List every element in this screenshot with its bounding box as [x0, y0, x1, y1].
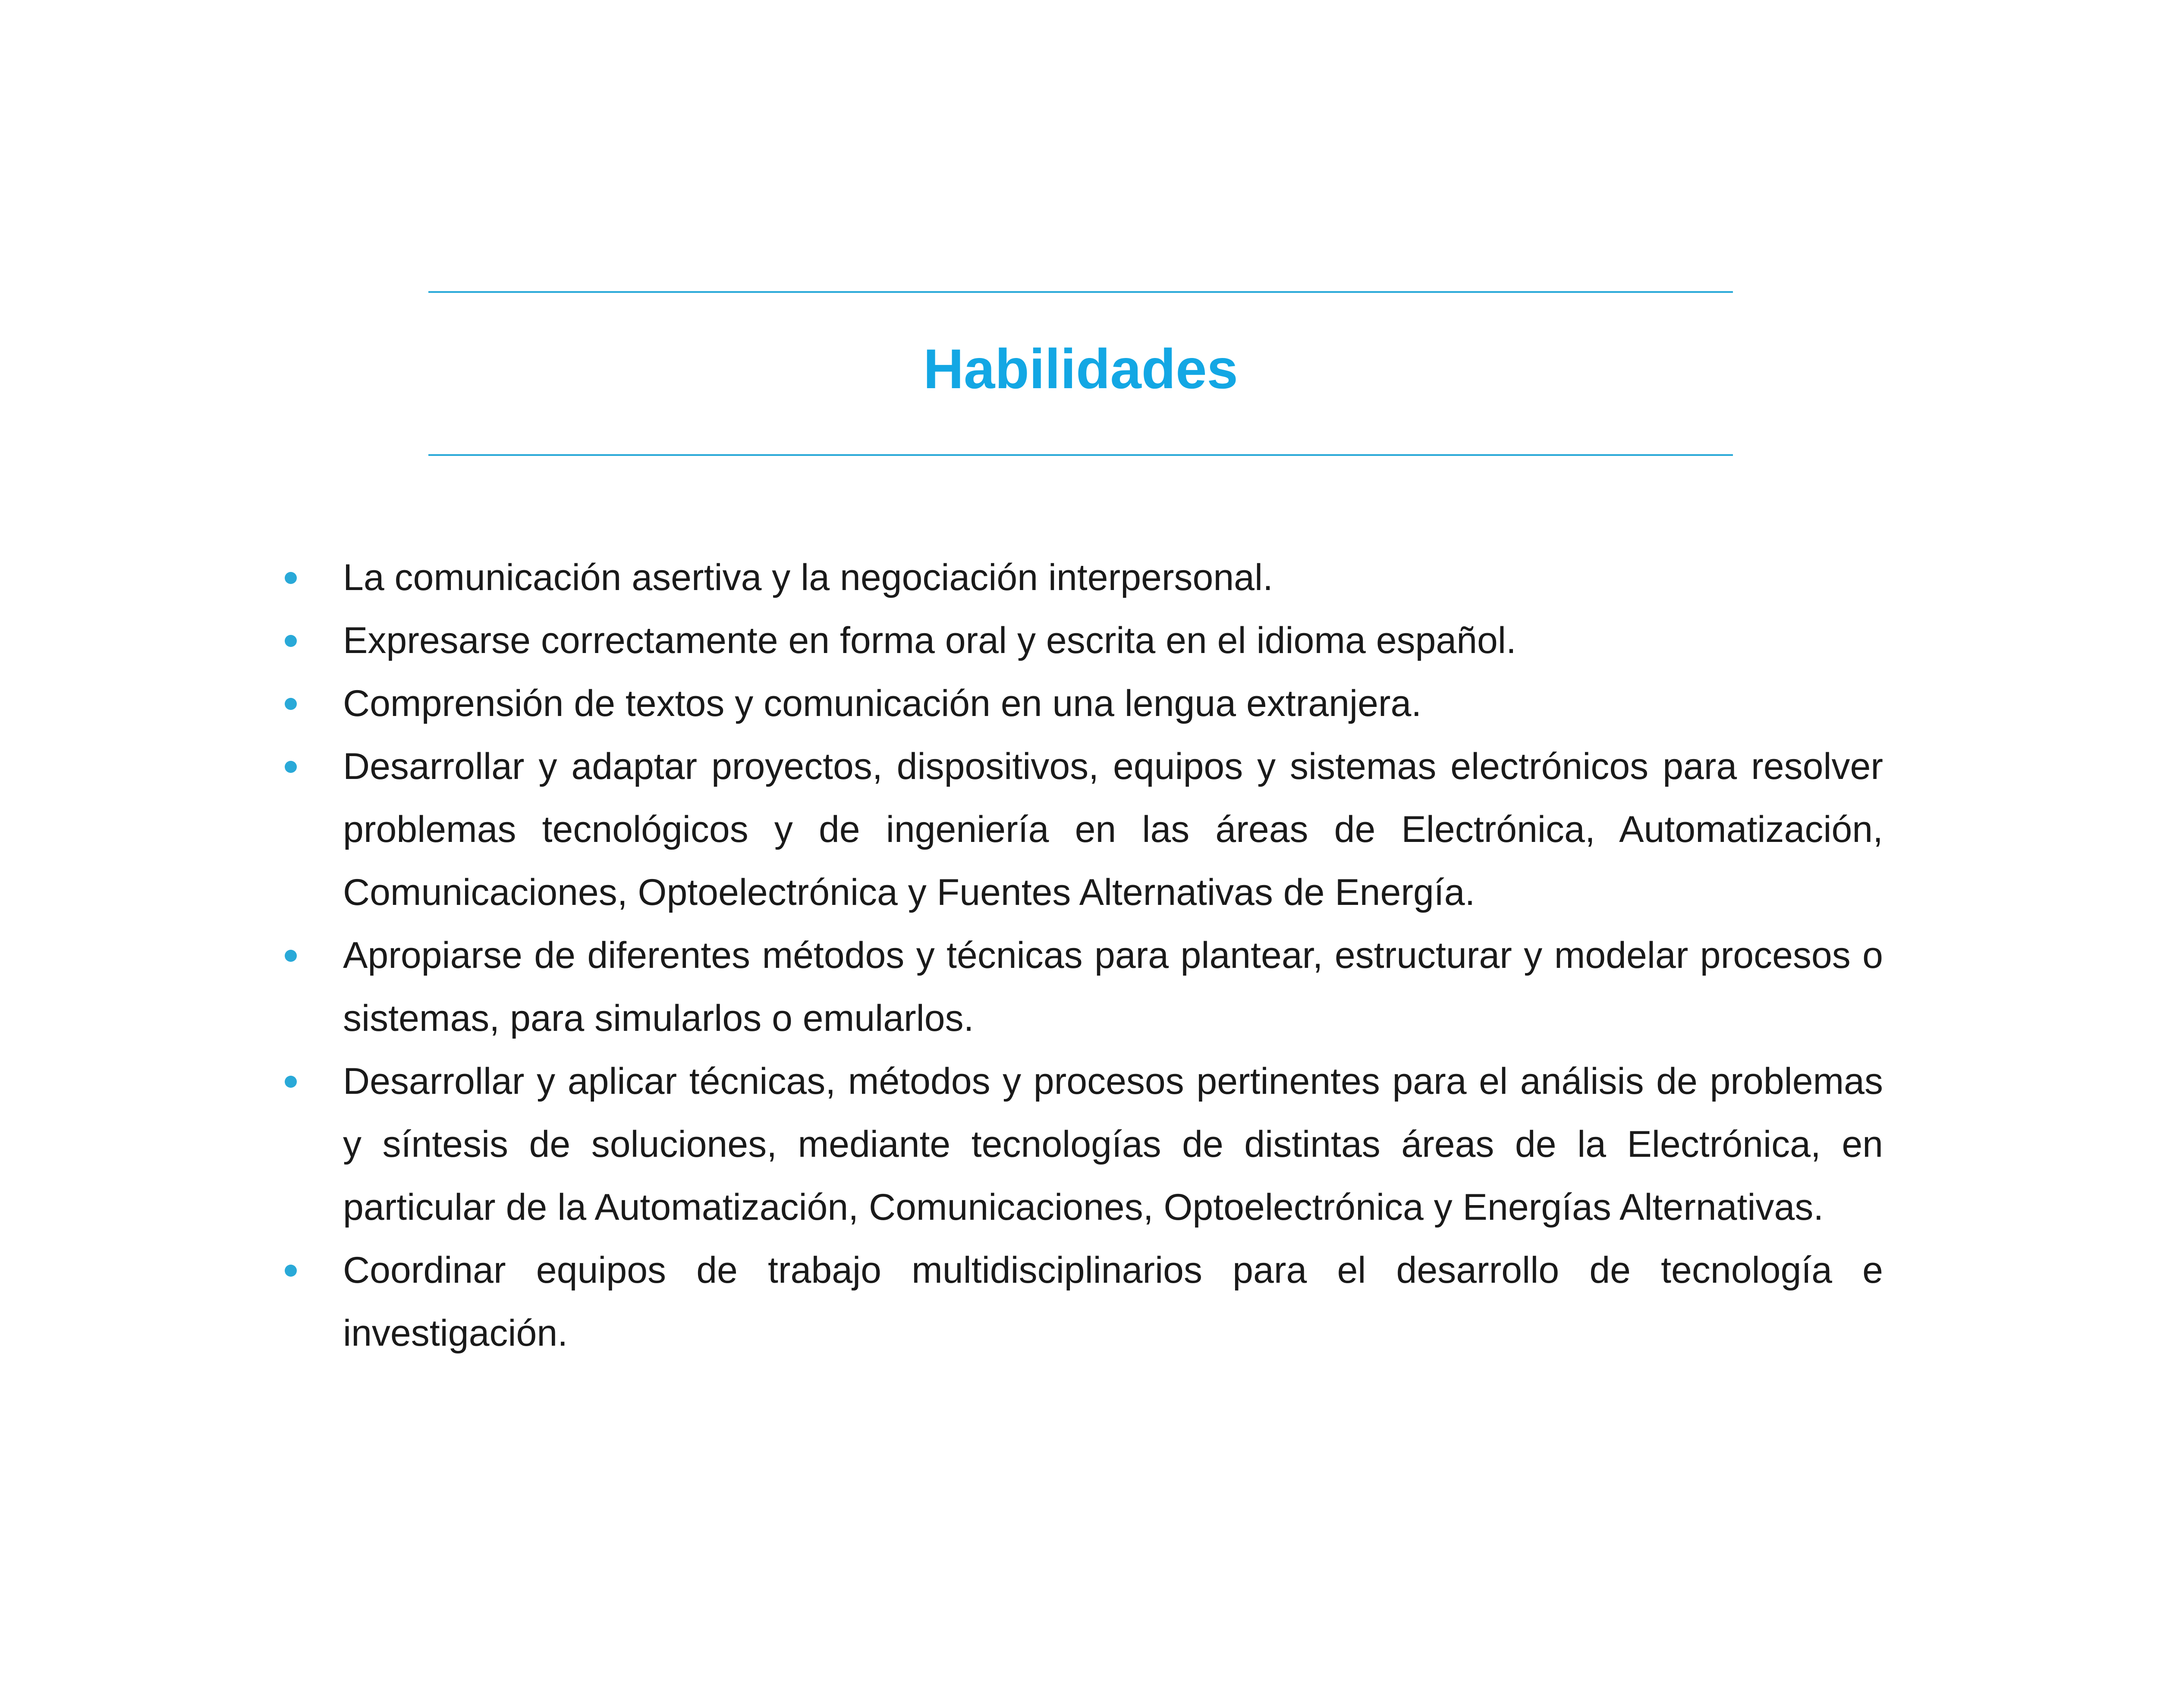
skill-text: La comunicación asertiva y la negociación interpersonal.: [343, 557, 1273, 598]
bullet-dot-icon: [285, 635, 297, 647]
section-title: Habilidades: [923, 337, 1238, 400]
bullet-dot-icon: [285, 1265, 297, 1277]
skill-item: [343, 546, 1883, 609]
bullet-dot-icon: [285, 1076, 297, 1088]
bullet-dot-icon: [285, 698, 297, 710]
skill-text: Comprensión de textos y comunicación en una lengua extranjera.: [343, 683, 1422, 724]
bullet-dot-icon: [285, 761, 297, 773]
top-divider: [428, 291, 1733, 293]
skill-item: [343, 735, 1883, 924]
skills-list: [343, 546, 1883, 1365]
bullet-dot-icon: [285, 950, 297, 962]
skill-text: Coordinar equipos de trabajo multidisciplinarios para el desarrollo de tecnología e investigación.: [343, 1250, 1883, 1354]
skill-item: [343, 1239, 1883, 1365]
skill-text: Desarrollar y aplicar técnicas, métodos y procesos pertinentes para el análisis de problemas y síntesis de soluciones, mediante tecnologías de distintas áreas de la Electrónica, en particular de la Automatización, Comunicaciones, Optoelectrónica y Energías Alternativas.: [343, 1061, 1883, 1228]
skill-text: Expresarse correctamente en forma oral y escrita en el idioma español.: [343, 620, 1516, 661]
skill-text: Desarrollar y adaptar proyectos, dispositivos, equipos y sistemas electrónicos para resolver problemas tecnológicos y de ingeniería en las áreas de Electrónica, Automatización, Comunicaciones, Optoelectrónica y Fuentes Alternativas de Energía.: [343, 746, 1883, 913]
skill-item: [343, 672, 1883, 735]
skill-item: [343, 1050, 1883, 1239]
skill-text: Apropiarse de diferentes métodos y técnicas para plantear, estructurar y modelar procesos o sistemas, para simularlos o emularlos.: [343, 935, 1883, 1039]
skill-item: [343, 924, 1883, 1050]
bottom-divider: [428, 454, 1733, 456]
bullet-dot-icon: [285, 572, 297, 584]
skill-item: [343, 609, 1883, 672]
